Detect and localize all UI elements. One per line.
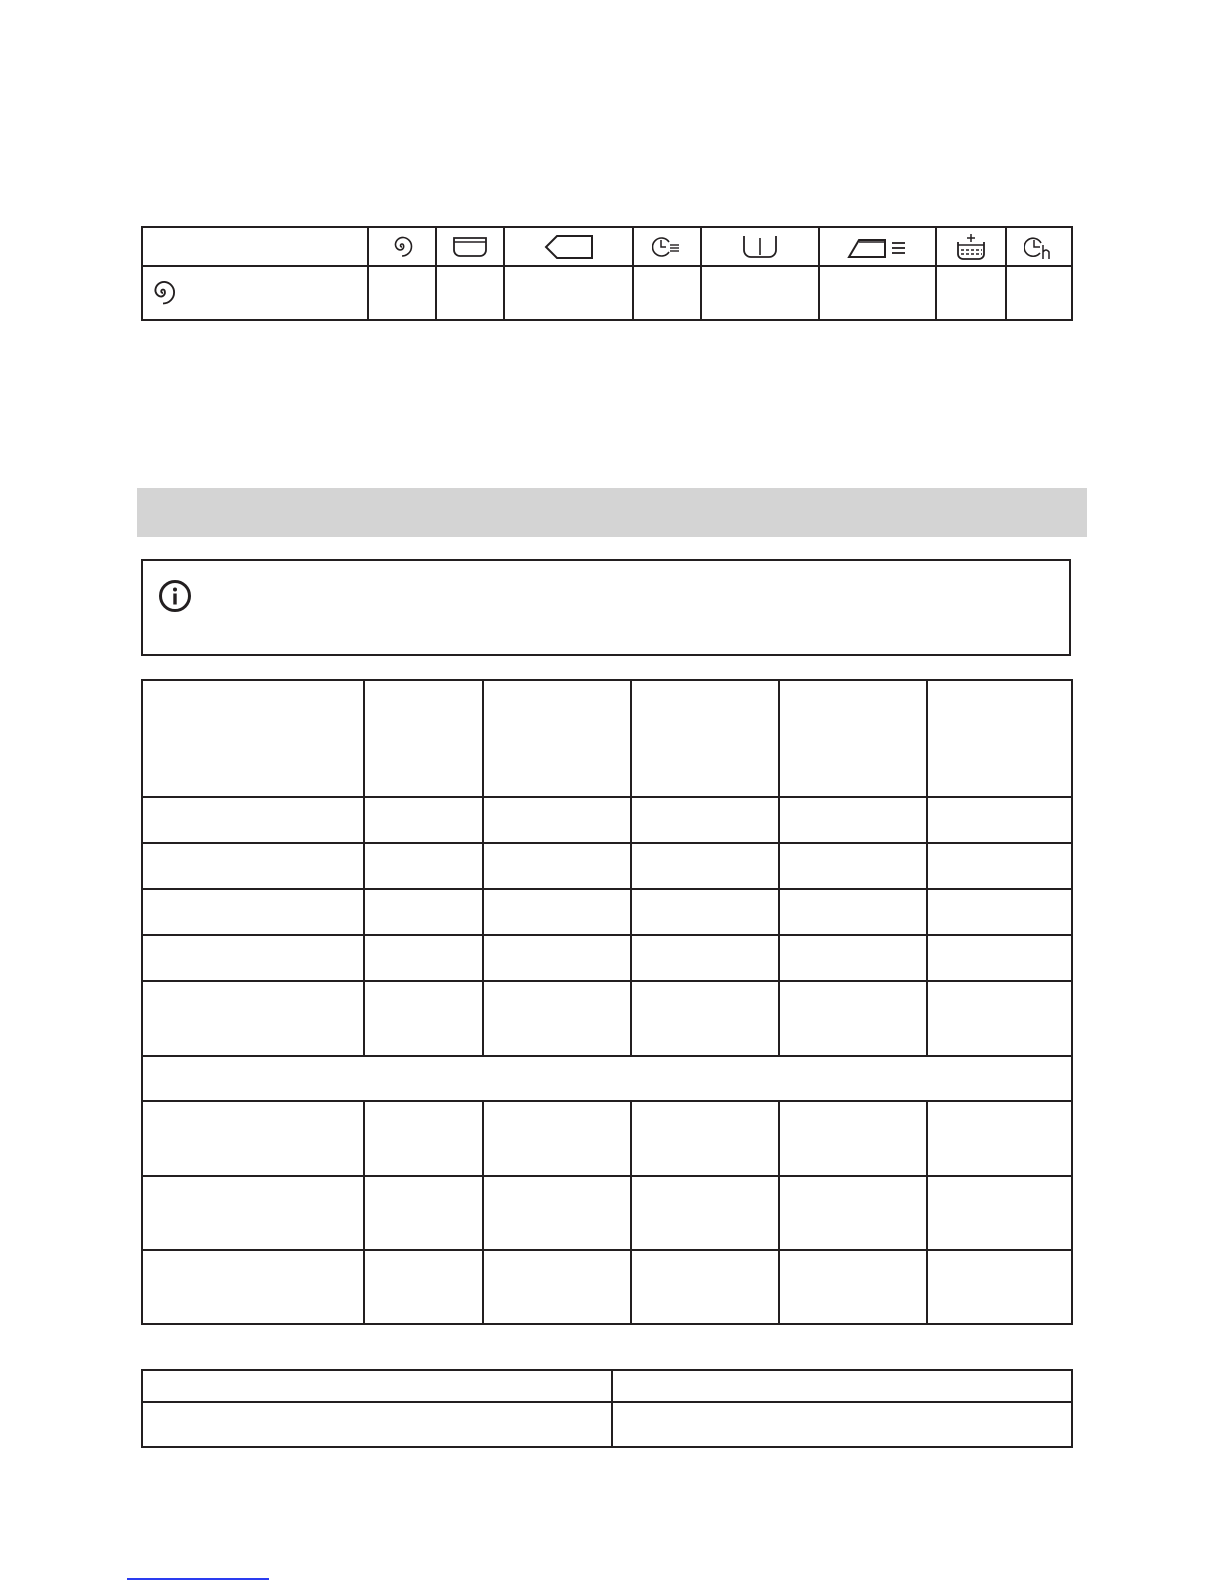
footer-link[interactable] [127, 1578, 269, 1580]
table-row [142, 981, 1072, 1056]
consumption-data-table [141, 679, 1073, 1325]
table-group-row [142, 1056, 1072, 1101]
table-row [142, 935, 1072, 981]
table-header-row [142, 1370, 1072, 1402]
delay-timer-icon [1006, 227, 1072, 266]
info-notice-box [141, 559, 1071, 656]
table-row [142, 843, 1072, 889]
bottom-info-table [141, 1369, 1073, 1448]
table-row [142, 889, 1072, 935]
table-row [142, 1101, 1072, 1176]
spin-icon [368, 227, 436, 266]
program-options-table [141, 226, 1073, 321]
quick-timer-icon [633, 227, 701, 266]
section-heading-bar [137, 488, 1087, 537]
table-row [142, 1176, 1072, 1250]
table-row [142, 1250, 1072, 1324]
basin-icon [436, 227, 504, 266]
table-header-row [142, 680, 1072, 797]
table-header-row [142, 227, 1072, 266]
header-cell-program [142, 227, 368, 266]
container-icon [701, 227, 819, 266]
table-row [142, 1402, 1072, 1447]
table-row [142, 266, 1072, 320]
spin-icon [149, 279, 367, 307]
iron-steam-icon [819, 227, 936, 266]
table-row [142, 797, 1072, 843]
label-tag-icon [504, 227, 633, 266]
info-icon [158, 579, 192, 618]
extra-rinse-icon [936, 227, 1006, 266]
